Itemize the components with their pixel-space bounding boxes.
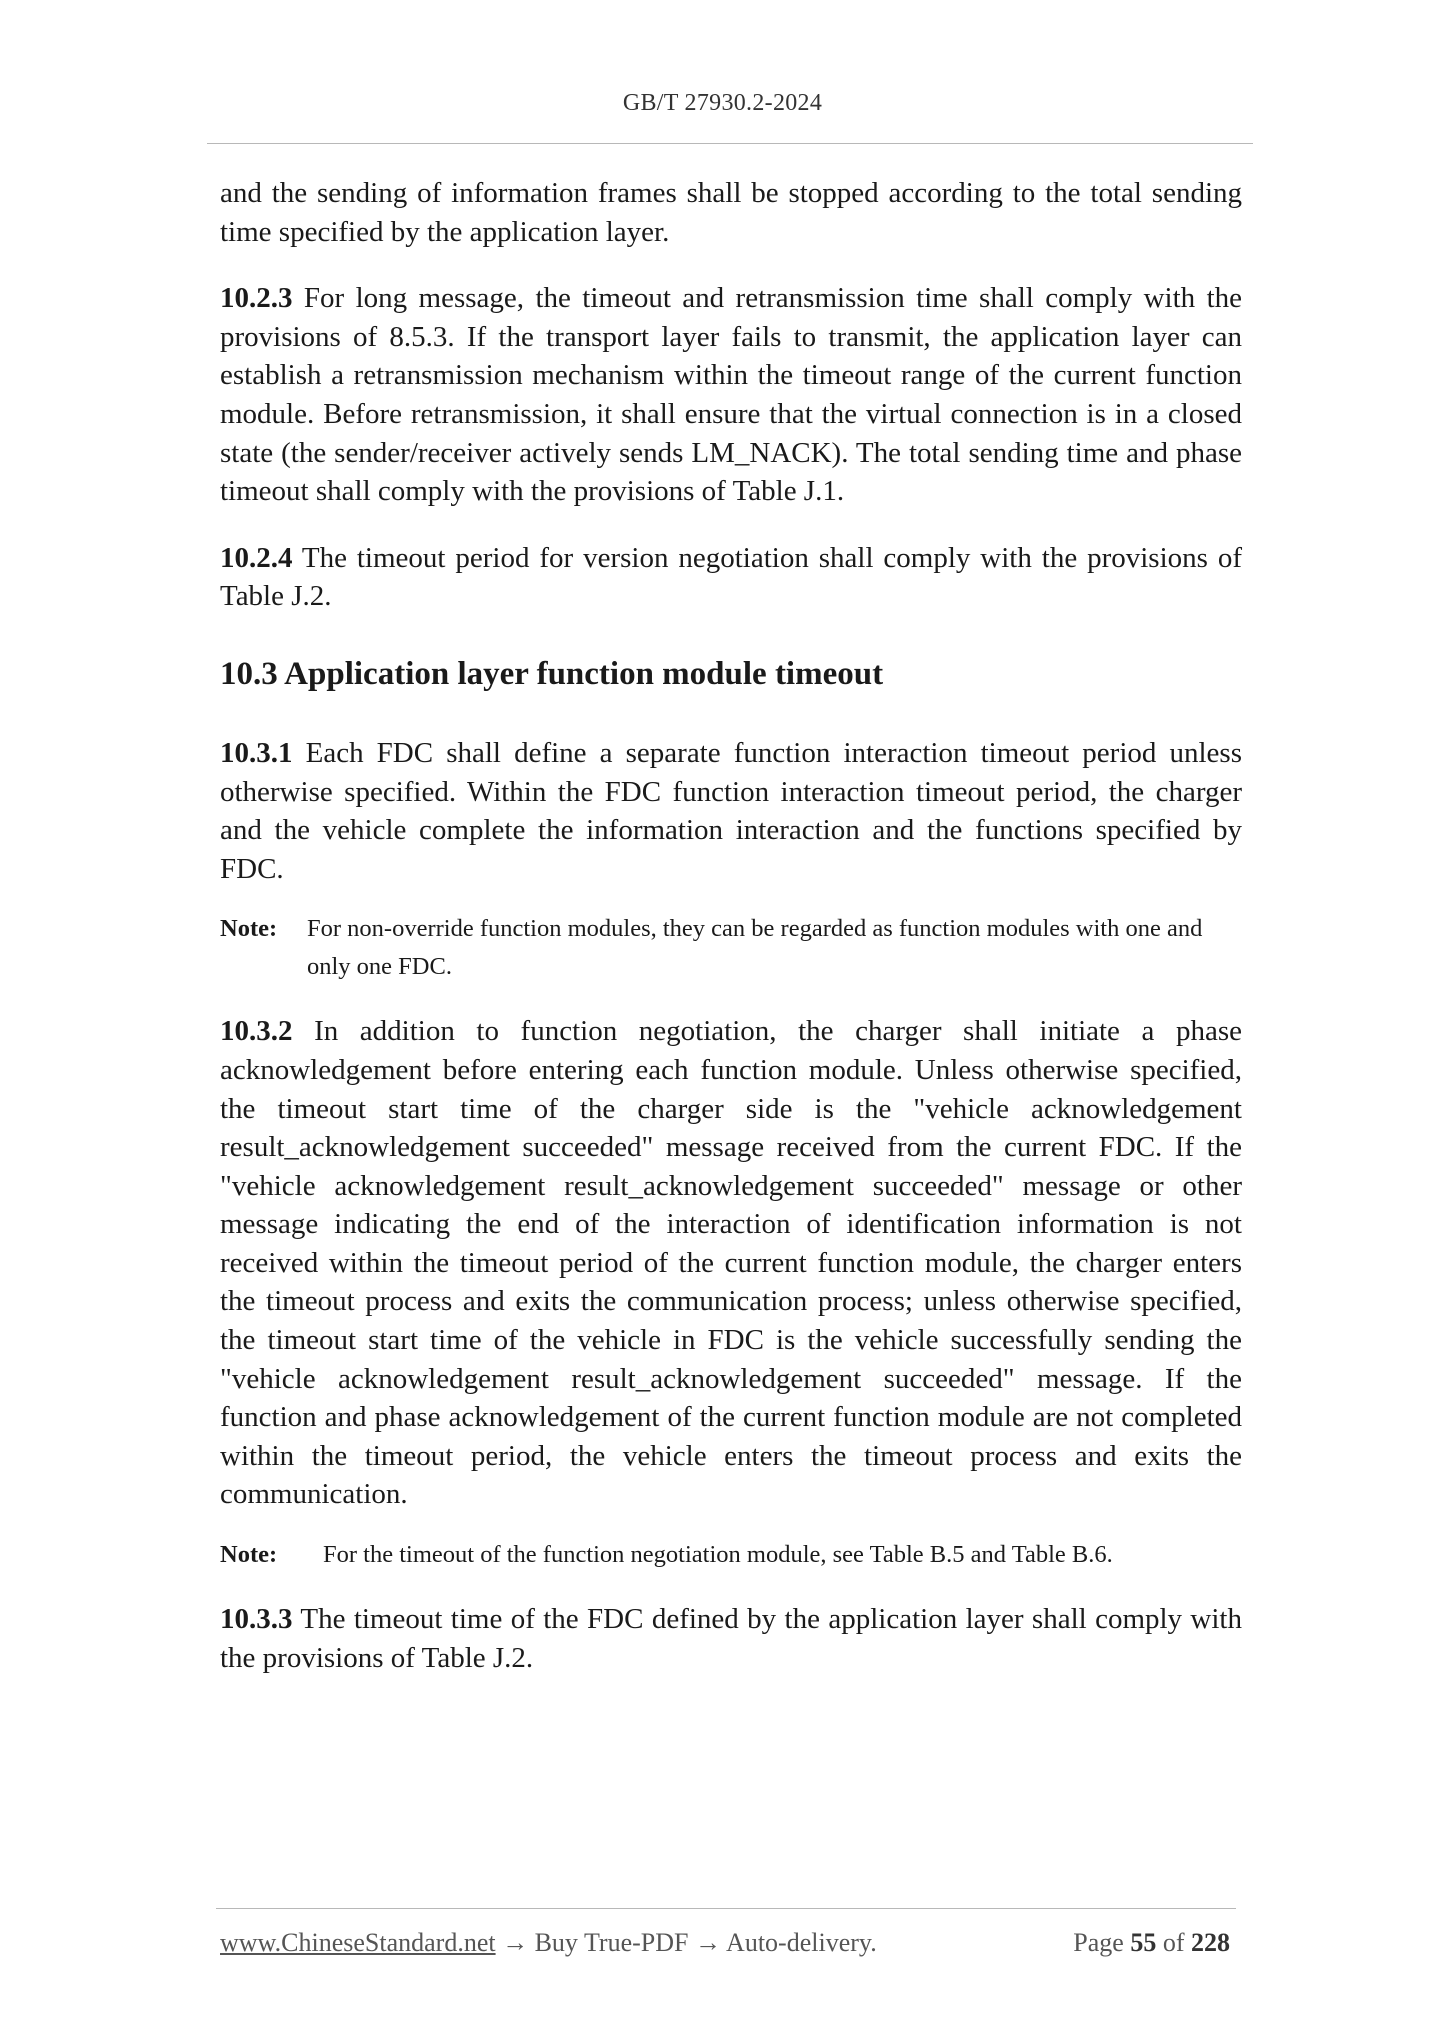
clause-text: For long message, the timeout and retransmission time shall comply with the provisions of 8.5.3. If the transport layer fails to transmit, the application layer can establish a retransmission mechanism within the timeout range of the current function module. Before retransmission, it shall ensure that the virtual connection is in a closed state (the sender/receiver actively sends LM_NACK). The total sending time and phase timeout shall comply with the provisions of Table J.1.	[220, 282, 1242, 508]
page-content	[220, 174, 1242, 1705]
clause-number: 10.3.1	[220, 736, 293, 769]
note-text: For the timeout of the function negotiation module, see Table B.5 and Table B.6.	[323, 1541, 1113, 1569]
intro-paragraph: and the sending of information frames shall be stopped according to the total sending time specified by the application layer.	[220, 177, 1242, 248]
clause-10-3-3	[220, 1600, 1242, 1677]
total-pages: 228	[1191, 1928, 1230, 1957]
clause-number: 10.3.2	[220, 1015, 293, 1048]
page-footer	[220, 1928, 1230, 1958]
promo-text: → Buy True-PDF → Auto-delivery.	[495, 1928, 877, 1957]
site-link[interactable]: www.ChineseStandard.net	[220, 1928, 496, 1957]
clause-text: The timeout time of the FDC defined by the application layer shall comply with the provisions of Table J.2.	[220, 1603, 1242, 1674]
footer-divider	[216, 1908, 1236, 1909]
note-label: Note:	[220, 915, 278, 943]
clause-text: In addition to function negotiation, the charger shall initiate a phase acknowledgement before entering each function module. Unless otherwise specified, the timeout start time of the charger side is the "vehicle acknowledgement result_acknowledgement succeeded" message received from the current FDC. If the "vehicle acknowledgement result_acknowledgement succeeded" message or other message indicating the end of the interaction of identification information is not received within the timeout period of the current function module, the charger enters the timeout process and exits the communication process; unless otherwise specified, the timeout start time of the vehicle in FDC is the vehicle successfully sending the "vehicle acknowledgement result_acknowledgement succeeded" message. If the function and phase acknowledgement of the current function module are not completed within the timeout period, the vehicle enters the timeout process and exits the communication.	[220, 1015, 1242, 1511]
document-code-header: GB/T 27930.2-2024	[622, 90, 823, 116]
page-indicator	[1073, 1928, 1230, 1958]
clause-10-2-3	[220, 279, 1242, 511]
clause-number: 10.2.4	[220, 541, 293, 574]
clause-text: Each FDC shall define a separate function interaction timeout period unless otherwise specified. Within the FDC function interaction timeout period, the charger and the vehicle complete the information interaction and the functions specified by FDC.	[220, 736, 1242, 885]
note-text: For non-override function modules, they can be regarded as function modules with one and only one FDC.	[307, 915, 1203, 981]
header-divider	[207, 143, 1253, 144]
page-number: 55	[1130, 1928, 1157, 1957]
section-heading: 10.3 Application layer function module timeout	[220, 655, 884, 692]
clause-10-3-1	[220, 734, 1242, 888]
note-label: Note:	[220, 1541, 278, 1569]
clause-10-2-4	[220, 539, 1242, 616]
note-1	[220, 910, 1242, 986]
footer-promo	[220, 1928, 877, 1958]
clause-10-3-2	[220, 1012, 1242, 1514]
clause-number: 10.2.3	[220, 282, 293, 315]
of-word: of	[1162, 1928, 1185, 1957]
clause-number: 10.3.3	[220, 1603, 293, 1636]
page-word: Page	[1073, 1928, 1124, 1957]
note-2	[220, 1536, 1242, 1574]
clause-text: The timeout period for version negotiation shall comply with the provisions of Table J.2.	[220, 541, 1242, 613]
